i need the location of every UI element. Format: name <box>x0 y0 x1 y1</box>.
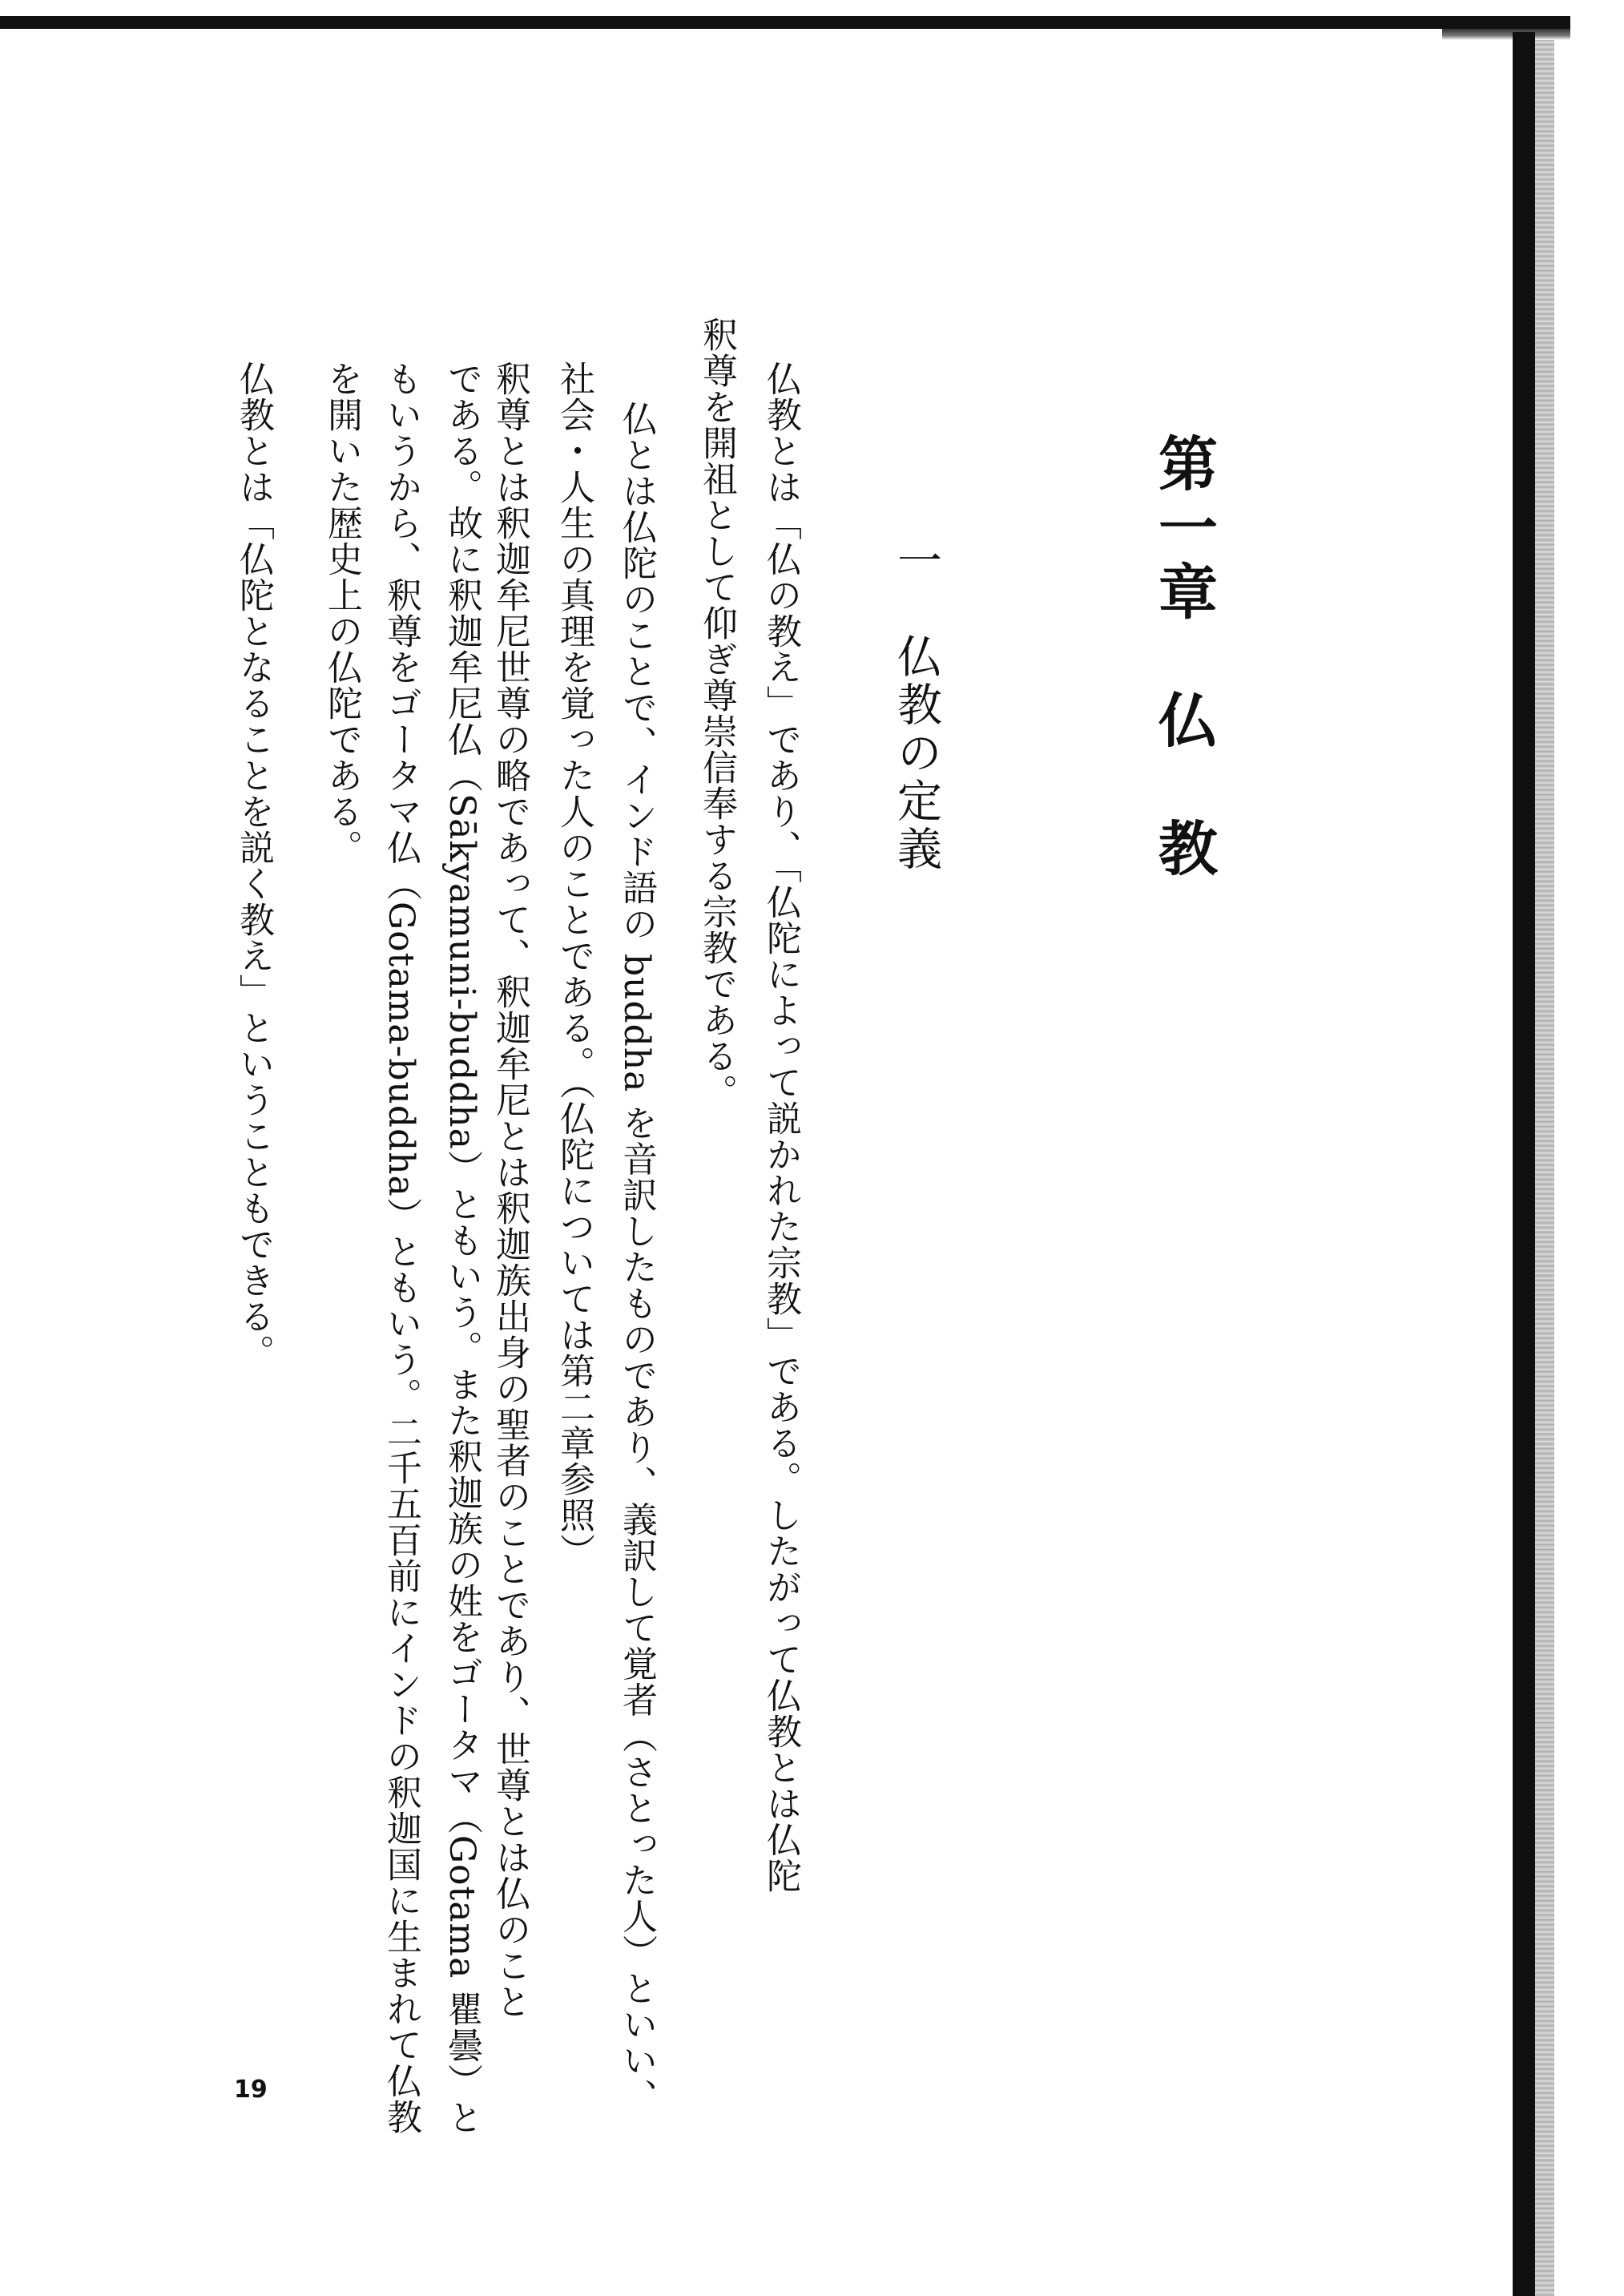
page-number: 19 <box>234 2076 268 2104</box>
book-spine-edge <box>1535 40 1554 2296</box>
paragraph-line: 仏教とは「仏陀となることを説く教え」ということもできる。 <box>233 361 274 1370</box>
chapter-title: 第一章 仏 教 <box>1149 433 1218 882</box>
paragraph-line: もいうから、釈尊をゴータマ仏（Gotama-buddha）ともいう。二千五百前にインドの釈迦国に生まれて仏教 <box>381 361 421 2135</box>
paragraph-line: 仏教とは「仏の教え」であり、「仏陀によって説かれた宗教」である。したがって仏教とは仏陀 <box>760 361 801 1894</box>
paragraph-line: を開いた歴史上の仏陀である。 <box>321 361 362 866</box>
top-border-shadow <box>1442 29 1570 40</box>
paragraph-line: 仏とは仏陀のことで、インド語の buddha を音訳したものであり、義訳して覚者（さとった人）といい、 <box>616 401 657 2115</box>
paragraph-line: 社会・人生の真理を覚った人のことである。（仏陀については第二章参照） <box>554 361 594 1569</box>
paragraph-line: である。故に釈迦牟尼仏（Sākyamuni-buddha）ともいう。また釈迦族の姓をゴータマ（Gotama 瞿曇）と <box>441 361 482 2136</box>
paragraph-line: 釈尊を開祖として仰ぎ尊崇信奉する宗教である。 <box>696 317 737 1110</box>
paragraph-line: 釈尊とは釈迦牟尼世尊の略であって、釈迦牟尼とは釈迦族出身の聖者のことであり、世尊とは仏のこと <box>490 361 530 2020</box>
section-heading: 一 仏教の定義 <box>890 537 942 874</box>
top-border-rule <box>0 16 1570 29</box>
book-spine-shadow <box>1513 32 1535 2296</box>
